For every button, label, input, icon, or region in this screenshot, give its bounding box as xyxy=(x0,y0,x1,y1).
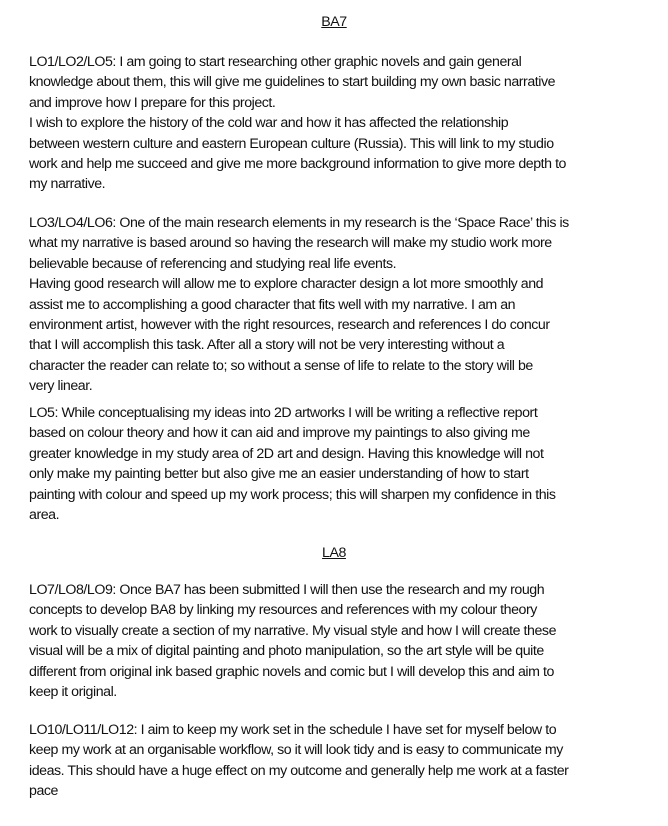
text-line: work to visually create a section of my narrative. My visual style and how I will create these xyxy=(29,622,557,639)
text-line: different from original ink based graphic novels and comic but I will develop this and aim to xyxy=(29,663,554,680)
text-line: painting with colour and speed up my work process; this will sharpen my confidence in this xyxy=(29,486,556,503)
text-line: visual will be a mix of digital painting and photo manipulation, so the art style will be quite xyxy=(29,643,544,660)
text-line: LO3/LO4/LO6: One of the main research elements in my research is the ‘Space Race’ this is xyxy=(29,215,569,231)
text-line: assist me to accomplishing a good character that fits well with my narrative. I am an xyxy=(29,296,516,313)
text-line: LO10/LO11/LO12: I aim to keep my work set in the schedule I have set for myself below to xyxy=(29,722,557,738)
text-line: ideas. This should have a huge effect on my outcome and generally help me work at a faster xyxy=(29,762,569,779)
paragraph-lo5 xyxy=(29,403,556,525)
text-line: very linear. xyxy=(29,378,93,395)
text-line: keep my work at an organisable workflow, so it will look tidy and is easy to communicate my xyxy=(29,742,563,759)
text-line: Having good research will allow me to explore character design a lot more smoothly and xyxy=(29,276,544,293)
text-line: and improve how I prepare for this project. xyxy=(29,94,276,111)
paragraph-lo7-lo8-lo9 xyxy=(29,580,556,702)
text-line: LO5: While conceptualising my ideas into 2D artworks I will be writing a reflective report xyxy=(29,405,538,421)
text-line: what my narrative is based around so having the research will make my studio work more xyxy=(29,235,552,252)
text-line: pace xyxy=(29,783,58,800)
text-line: based on colour theory and how it can aid and improve my paintings to also giving me xyxy=(29,425,530,442)
text-line: concepts to develop BA8 by linking my resources and references with my colour theory xyxy=(29,602,537,619)
text-line: environment artist, however with the right resources, research and references I do concur xyxy=(29,317,550,334)
text-line: that I will accomplish this task. After all a story will not be very interesting without a xyxy=(29,337,505,354)
text-line: my narrative. xyxy=(29,176,106,193)
paragraph-lo3-lo4-lo6 xyxy=(29,213,569,397)
text-line: I wish to explore the history of the cold war and how it has affected the relationship xyxy=(29,115,509,132)
text-line: LO7/LO8/LO9: Once BA7 has been submitted I will then use the research and my rough xyxy=(29,582,545,598)
text-line: only make my painting better but also give me an easier understanding of how to start xyxy=(29,466,529,483)
text-line: between western culture and eastern European culture (Russia). This will link to my studio xyxy=(29,135,554,152)
text-line: greater knowledge in my study area of 2D art and design. Having this knowledge will not xyxy=(29,445,544,462)
text-line: character the reader can relate to; so without a sense of life to relate to the story will be xyxy=(29,357,533,374)
text-line: LO1/LO2/LO5: I am going to start researching other graphic novels and gain general xyxy=(29,54,522,70)
section-heading-ba7: BA7 xyxy=(321,14,347,30)
paragraph-lo10-lo11-lo12 xyxy=(29,720,568,802)
text-line: believable because of referencing and studying real life events. xyxy=(29,255,397,272)
text-line: knowledge about them, this will give me guidelines to start building my own basic narrative xyxy=(29,74,556,91)
section-heading-la8: LA8 xyxy=(322,545,346,561)
text-line: area. xyxy=(29,507,60,524)
paragraph-lo1-lo2-lo5 xyxy=(29,52,566,195)
text-line: work and help me succeed and give me more background information to give more depth to xyxy=(29,156,567,173)
text-line: keep it original. xyxy=(29,684,117,701)
